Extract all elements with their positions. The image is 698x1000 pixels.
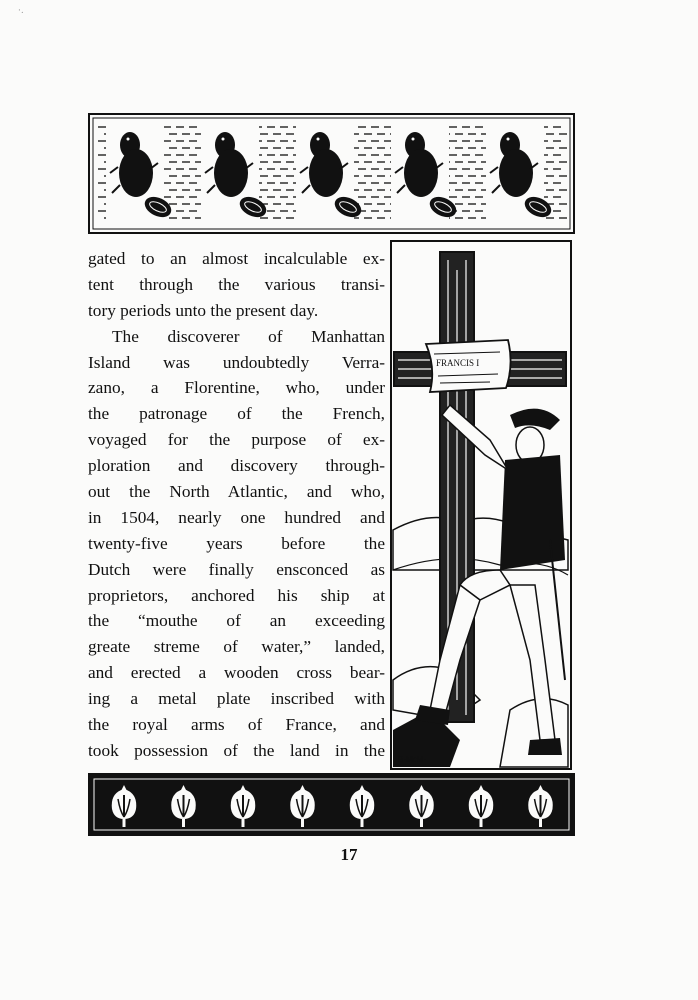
text-line: gated to an almost incalculable ex- <box>88 249 385 268</box>
text-line: voyaged for the purpose of ex- <box>88 430 385 450</box>
text-line: The discoverer of Manhattan <box>112 326 385 346</box>
text-line: the patronage of the French, <box>88 404 385 424</box>
text-line: proprietors, anchored his ship at <box>88 585 385 605</box>
cross-illustration <box>390 240 572 770</box>
text-line: tent through the various transi- <box>88 274 385 294</box>
artist-signature: B·McM· <box>398 755 426 764</box>
beaver-border-top <box>88 113 575 234</box>
text-line: ing a metal plate inscribed with <box>88 689 385 709</box>
text-line: tory periods unto the present day. <box>88 300 319 320</box>
body-text <box>88 246 385 764</box>
text-line: the royal arms of France, and <box>88 715 385 735</box>
text-line: zano, a Florentine, who, under <box>88 378 385 398</box>
text-line: and erected a wooden cross bear- <box>88 663 385 683</box>
text-line: Dutch were finally ensconced as <box>88 559 385 579</box>
text-line: out the North Atlantic, and who, <box>88 482 385 502</box>
tulip-border-bottom <box>88 773 575 836</box>
text-line: ploration and discovery through- <box>88 456 385 476</box>
plate-inscription: FRANCIS I <box>436 358 480 368</box>
page-number: 17 <box>340 845 358 864</box>
text-line: Island was undoubtedly Verra- <box>88 352 385 372</box>
text-line: took possession of the land in the <box>88 740 385 760</box>
corner-mark: ·. <box>18 6 24 16</box>
text-line: the “mouthe of an exceeding <box>88 611 385 631</box>
text-line: twenty-five years before the <box>88 533 385 553</box>
text-line: in 1504, nearly one hundred and <box>88 507 385 527</box>
text-line: greate streme of water,” landed, <box>88 637 385 657</box>
